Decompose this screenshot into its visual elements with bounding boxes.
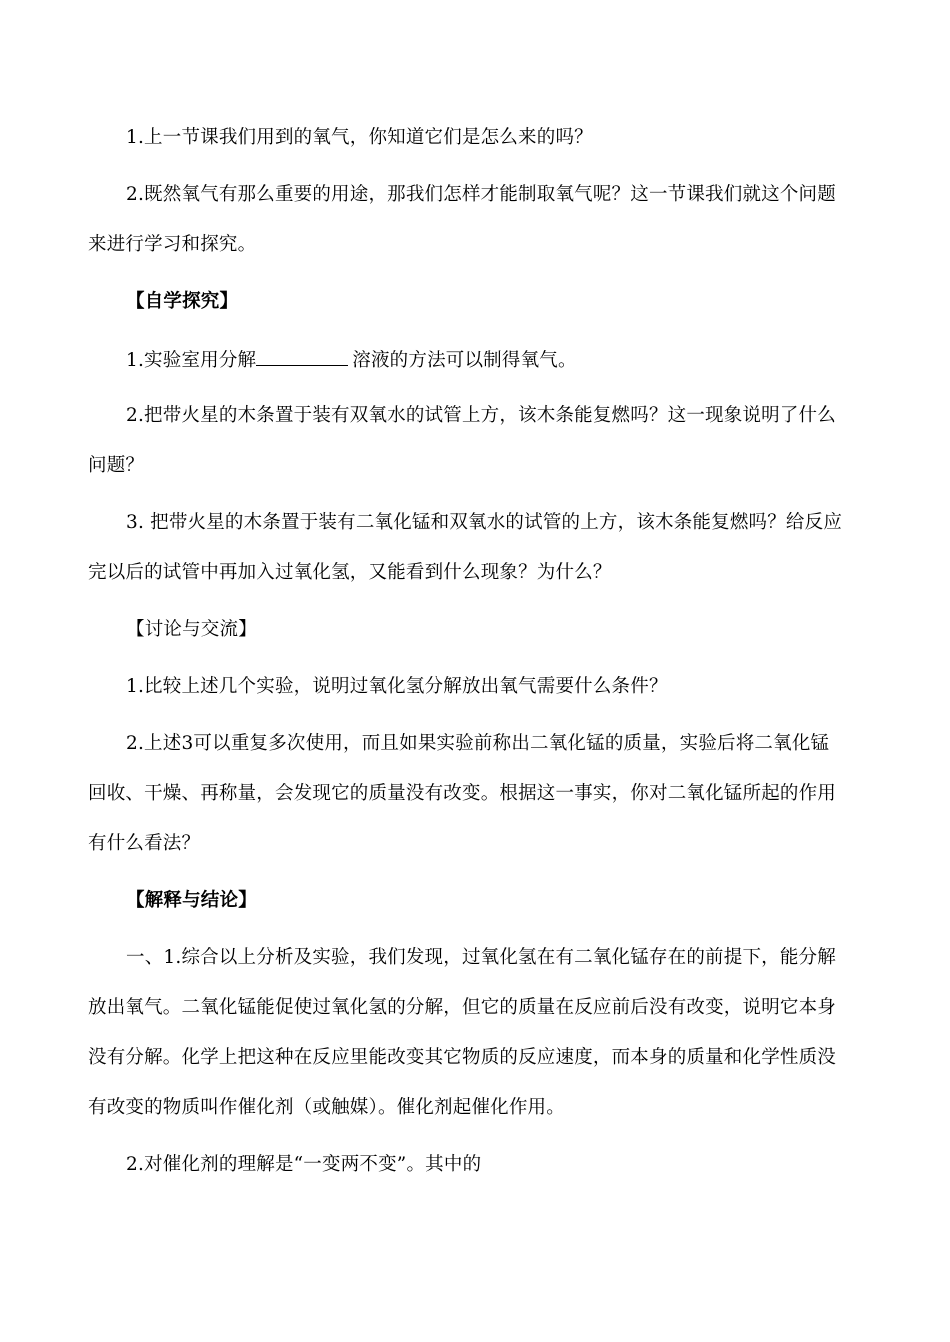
discussion-item-2-line-1: 2.上述3可以重复多次使用，而且如果实验前称出二氧化锰的质量，实验后将二氧化锰 bbox=[126, 733, 830, 754]
conclusion-heading: 【解释与结论】 bbox=[126, 890, 257, 911]
self-study-item-3-line-2: 完以后的试管中再加入过氧化氢，又能看到什么现象？为什么？ bbox=[88, 562, 612, 583]
conclusion-paragraph-1-line-4: 有改变的物质叫作催化剂（或触媒）。催化剂起催化作用。 bbox=[88, 1097, 565, 1118]
intro-question-2-line-2: 来进行学习和探究。 bbox=[88, 234, 257, 255]
discussion-item-1: 1.比较上述几个实验，说明过氧化氢分解放出氧气需要什么条件？ bbox=[126, 676, 668, 697]
self-study-item-2-line-1: 2.把带火星的木条置于装有双氧水的试管上方，该木条能复燃吗？这一现象说明了什么 bbox=[126, 405, 836, 426]
self-study-item-2-line-2: 问题？ bbox=[88, 455, 145, 476]
intro-question-2-line-1: 2.既然氧气有那么重要的用途，那我们怎样才能制取氧气呢？这一节课我们就这个问题 bbox=[126, 184, 836, 205]
discussion-item-2-line-3: 有什么看法？ bbox=[88, 833, 201, 854]
conclusion-paragraph-2: 2.对催化剂的理解是“一变两不变”。其中的 bbox=[126, 1154, 482, 1175]
fill-in-blank[interactable] bbox=[256, 347, 348, 366]
self-study-item-1-after: 溶液的方法可以制得氧气。 bbox=[352, 350, 577, 371]
self-study-heading: 【自学探究】 bbox=[126, 291, 239, 312]
conclusion-paragraph-1-line-3: 没有分解。化学上把这种在反应里能改变其它物质的反应速度，而本身的质量和化学性质没 bbox=[88, 1047, 837, 1068]
discussion-heading: 【讨论与交流】 bbox=[126, 619, 257, 640]
self-study-item-3-line-1: 3. 把带火星的木条置于装有二氧化锰和双氧水的试管的上方，该木条能复燃吗？给反应 bbox=[126, 512, 843, 533]
conclusion-paragraph-1-line-1: 一、1.综合以上分析及实验，我们发现，过氧化氢在有二氧化锰存在的前提下，能分解 bbox=[126, 947, 836, 968]
self-study-item-1-before: 1.实验室用分解 bbox=[126, 350, 257, 371]
discussion-item-2-line-2: 回收、干燥、再称量，会发现它的质量没有改变。根据这一事实，你对二氧化锰所起的作用 bbox=[88, 783, 837, 804]
conclusion-paragraph-1-line-2: 放出氧气。二氧化锰能促使过氧化氢的分解，但它的质量在反应前后没有改变，说明它本身 bbox=[88, 997, 837, 1018]
intro-question-1: 1.上一节课我们用到的氧气，你知道它们是怎么来的吗？ bbox=[126, 127, 593, 148]
self-study-item-1 bbox=[126, 347, 906, 373]
